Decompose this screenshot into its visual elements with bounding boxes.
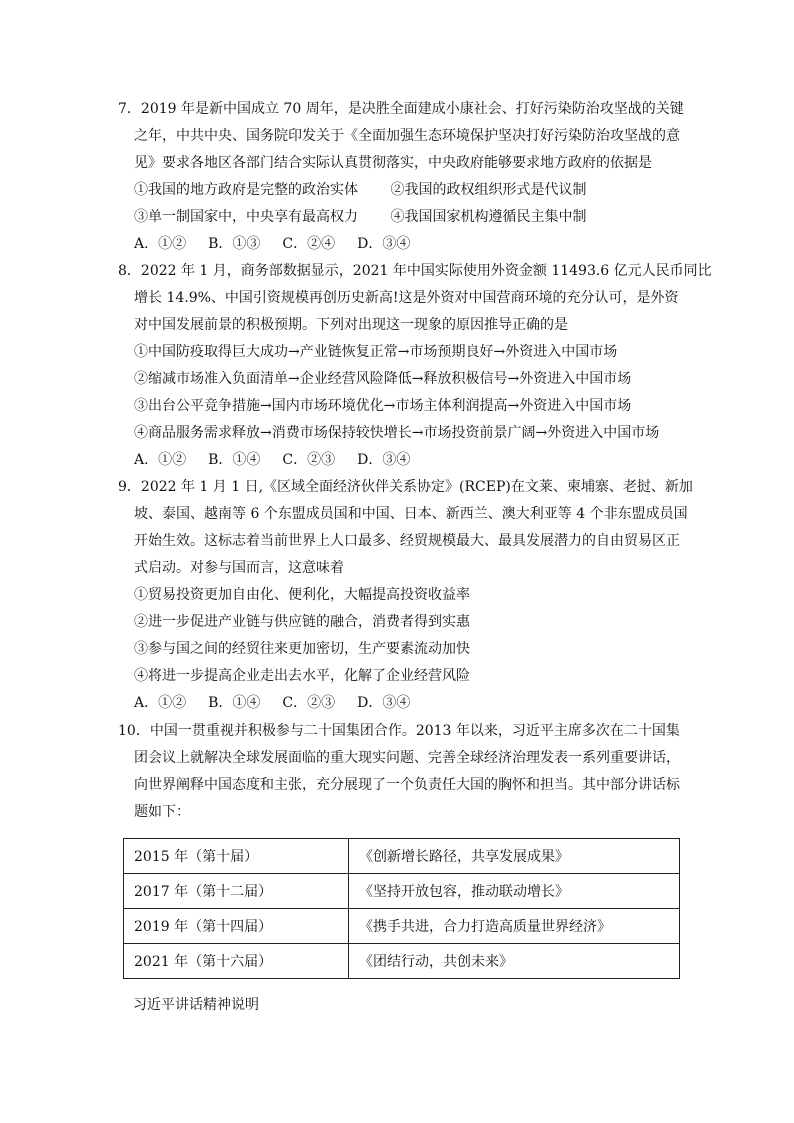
question-10	[118, 718, 678, 826]
question-stem-line: 开始生效。这标志着当前世界上人口最多、经贸规模最大、最具发展潜力的自由贸易区正	[134, 533, 680, 549]
choice-b[interactable]: B．①③	[208, 236, 261, 252]
choice-d[interactable]: D．③④	[357, 236, 411, 252]
choice-b[interactable]: B．①④	[208, 452, 261, 468]
question-stem-line: 10．中国一贯重视并积极参与二十国集团合作。2013 年以来，习近平主席多次在二十国集	[118, 723, 680, 739]
table-cell-year: 2015 年（第十届）	[124, 839, 349, 874]
choice-c[interactable]: C．②④	[282, 236, 336, 252]
question-stem-line: 9．2022 年 1 月 1 日,《区域全面经济伙伴关系协定》(RCEP)在文莱、柬埔寨、老挝、新加	[118, 479, 693, 495]
speech-titles-table	[123, 838, 680, 979]
statement-line: ①贸易投资更加自由化、便利化，大幅提高投资收益率	[134, 587, 470, 603]
statement-line: ④商品服务需求释放→消费市场保持较快增长→市场投资前景广阔→外资进入中国市场	[134, 425, 660, 441]
statement-line: ③出台公平竞争措施→国内市场环境优化→市场主体利润提高→外资进入中国市场	[134, 398, 632, 414]
question-stem-line: 见》要求各地区各部门结合实际认真贯彻落实，中央政府能够要求地方政府的依据是	[134, 155, 652, 171]
question-stem-line: 题如下：	[134, 804, 190, 820]
choice-a[interactable]: A．①②	[134, 695, 187, 711]
question-stem-line: 7．2019 年是新中国成立 70 周年，是决胜全面建成小康社会、打好污染防治攻坚战的关键	[118, 101, 684, 117]
table-row	[124, 909, 680, 944]
table-cell-title: 《创新增长路径，共享发展成果》	[349, 839, 680, 874]
statement-line: ③参与国之间的经贸往来更加密切，生产要素流动加快	[134, 641, 470, 657]
question-9	[118, 474, 693, 717]
choice-b[interactable]: B．①④	[208, 695, 261, 711]
choice-a[interactable]: A．①②	[134, 452, 187, 468]
table-cell-title: 《团结行动，共创未来》	[349, 944, 680, 979]
choice-c[interactable]: C．②③	[282, 695, 336, 711]
table-row	[124, 944, 680, 979]
question-stem-line: 向世界阐释中国态度和主张，充分展现了一个负责任大国的胸怀和担当。其中部分讲话标	[134, 777, 680, 793]
table-cell-title: 《携手共进，合力打造高质量世界经济》	[349, 909, 680, 944]
question-stem-line: 坡、泰国、越南等 6 个东盟成员国和中国、日本、新西兰、澳大利亚等 4 个非东盟成员国	[134, 506, 688, 522]
question-stem-line: 式启动。对参与国而言，这意味着	[134, 560, 344, 576]
question-stem-line: 对中国发展前景的积极预期。下列对出现这一现象的原因推导正确的是	[134, 317, 568, 333]
question-10-prompt: 习近平讲话精神说明	[133, 997, 259, 1013]
answer-choices	[118, 690, 678, 717]
table-cell-title: 《坚持开放包容，推动联动增长》	[349, 874, 680, 909]
answer-choices	[118, 231, 678, 258]
choice-c[interactable]: C．②③	[282, 452, 336, 468]
table-cell-year: 2021 年（第十六届）	[124, 944, 349, 979]
answer-choices	[118, 447, 678, 474]
choice-d[interactable]: D．③④	[357, 452, 411, 468]
question-stem-line: 之年，中共中央、国务院印发关于《全面加强生态环境保护坚决打好污染防治攻坚战的意	[134, 128, 680, 144]
question-stem-line: 8．2022 年 1 月，商务部数据显示，2021 年中国实际使用外资金额 11493.6 亿元人民币同比	[118, 263, 712, 279]
table-cell-year: 2017 年（第十二届）	[124, 874, 349, 909]
question-stem-line: 增长 14.9%、中国引资规模再创历史新高!这是外资对中国营商环境的充分认可，是外资	[134, 290, 679, 306]
statement-line: ②进一步促进产业链与供应链的融合，消费者得到实惠	[134, 614, 470, 630]
statement-line: ①我国的地方政府是完整的政治实体 ②我国的政权组织形式是代议制	[134, 182, 587, 198]
statement-line: ③单一制国家中，中央享有最高权力 ④我国国家机构遵循民主集中制	[134, 209, 587, 225]
table-row	[124, 874, 680, 909]
table-row	[124, 839, 680, 874]
choice-a[interactable]: A．①②	[134, 236, 187, 252]
choice-d[interactable]: D．③④	[357, 695, 411, 711]
question-7	[118, 96, 684, 258]
statement-line: ④将进一步提高企业走出去水平，化解了企业经营风险	[134, 668, 470, 684]
statement-line: ①中国防疫取得巨大成功→产业链恢复正常→市场预期良好→外资进入中国市场	[134, 344, 618, 360]
question-stem-line: 团会议上就解决全球发展面临的重大现实问题、完善全球经济治理发表一系列重要讲话，	[134, 750, 680, 766]
statement-line: ②缩减市场准入负面清单→企业经营风险降低→释放积极信号→外资进入中国市场	[134, 371, 632, 387]
question-8	[118, 258, 712, 474]
table-cell-year: 2019 年（第十四届）	[124, 909, 349, 944]
